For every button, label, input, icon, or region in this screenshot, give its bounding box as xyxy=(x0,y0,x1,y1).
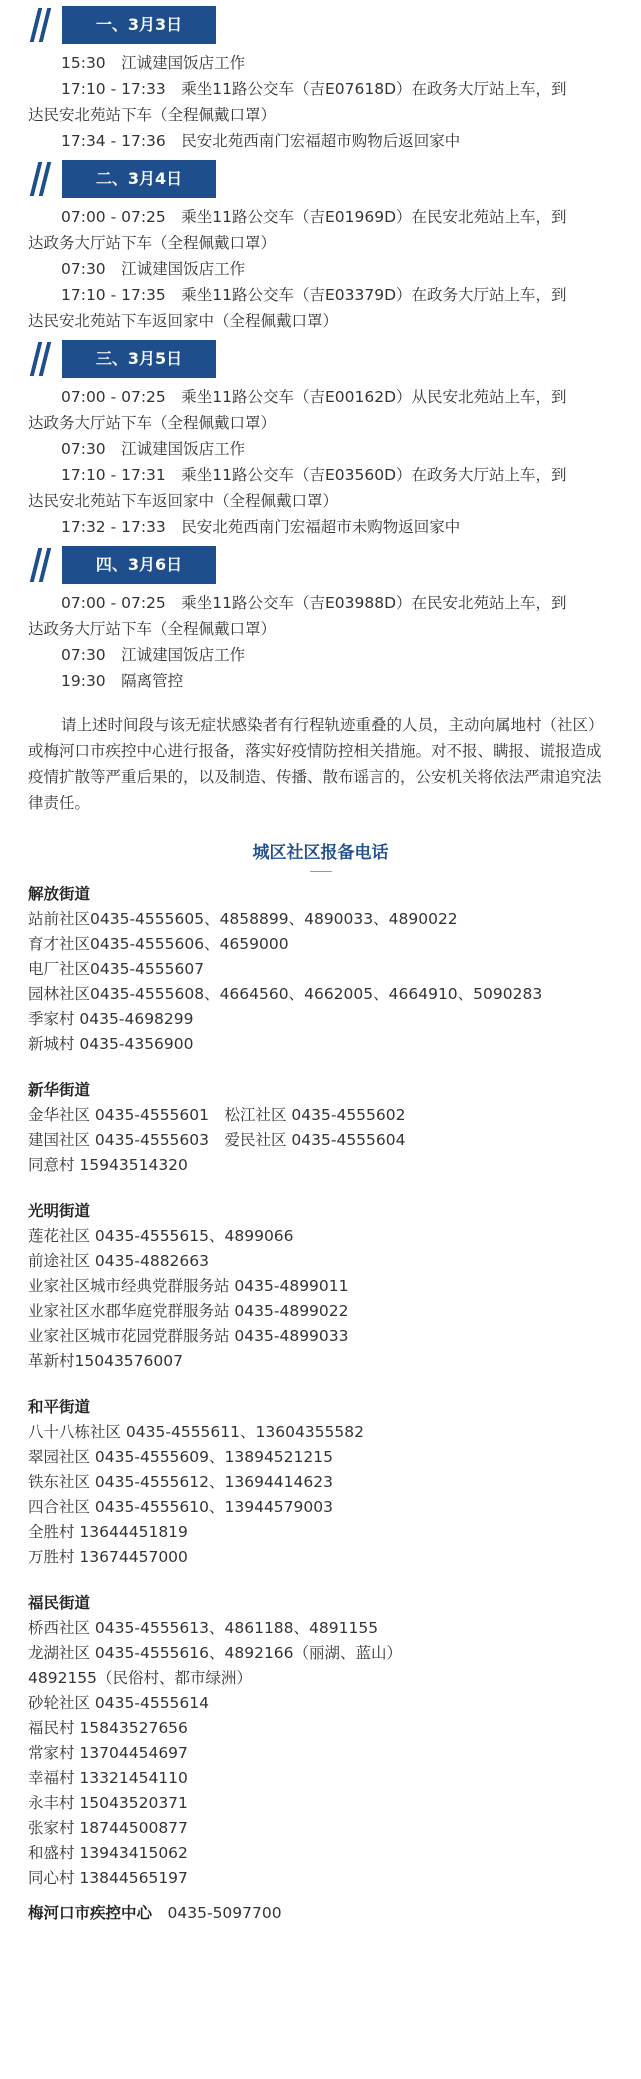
schedule-line: 达政务大厅站下车（全程佩戴口罩） xyxy=(28,414,277,432)
schedule-line: 07:30 江诚建国饭店工作 xyxy=(61,260,246,278)
contact-row: 业家社区城市花园党群服务站 0435-4899033 xyxy=(28,1327,349,1345)
contact-row: 革新村15043576007 xyxy=(28,1352,183,1370)
contact-row: 电厂社区0435-4555607 xyxy=(28,960,205,978)
street-name: 福民街道 xyxy=(28,1594,91,1612)
notice-paragraph: 请上述时间段与该无症状感染者有行程轨迹重叠的人员，主动向属地村（社区）或梅河口市疾控中心进行报备，落实好疫情防控相关措施。对不报、瞒报、谎报造成疫情扩散等严重后果的，以及制造、传播、散布谣言的，公安机关将依法严肃追究法律责任。 xyxy=(28,716,604,812)
day-3-schedule xyxy=(28,384,613,540)
cdc-name: 梅河口市疾控中心 xyxy=(28,1904,153,1922)
contact-row: 张家村 18744500877 xyxy=(28,1819,188,1837)
contact-row: 建国社区 0435-4555603 爱民社区 0435-4555604 xyxy=(28,1131,406,1149)
cdc-phone: 0435-5097700 xyxy=(167,1904,282,1922)
contact-row: 前途社区 0435-4882663 xyxy=(28,1252,209,1270)
contact-row: 业家社区城市经典党群服务站 0435-4899011 xyxy=(28,1277,349,1295)
schedule-line: 达民安北苑站下车返回家中（全程佩戴口罩） xyxy=(28,492,339,510)
schedule-line: 17:32 - 17:33 民安北苑西南门宏福超市未购物返回家中 xyxy=(61,518,461,536)
contact-row: 育才社区0435-4555606、4659000 xyxy=(28,935,289,953)
day-label: 一、3月3日 xyxy=(62,6,216,44)
contact-row: 站前社区0435-4555605、4858899、4890033、4890022 xyxy=(28,910,458,928)
contact-row: 四合社区 0435-4555610、13944579003 xyxy=(28,1498,333,1516)
contact-row: 桥西社区 0435-4555613、4861188、4891155 xyxy=(28,1619,379,1637)
contact-row: 园林社区0435-4555608、4664560、4662005、4664910、5090283 xyxy=(28,985,543,1003)
contact-row: 八十八栋社区 0435-4555611、13604355582 xyxy=(28,1423,364,1441)
schedule-line: 19:30 隔离管控 xyxy=(61,672,184,690)
contact-row: 季家村 0435-4698299 xyxy=(28,1010,194,1028)
day-header-1 xyxy=(28,6,641,44)
contact-row: 龙湖社区 0435-4555616、4892166（丽湖、蓝山） xyxy=(28,1644,403,1662)
schedule-line: 17:34 - 17:36 民安北苑西南门宏福超市购物后返回家中 xyxy=(61,132,461,150)
street-name: 解放街道 xyxy=(28,885,91,903)
schedule-line: 07:00 - 07:25 乘坐11路公交车（吉E01969D）在民安北苑站上车，到 xyxy=(61,208,567,226)
contact-row: 铁东社区 0435-4555612、13694414623 xyxy=(28,1473,333,1491)
contact-row: 同意村 15943514320 xyxy=(28,1156,188,1174)
street-name: 和平街道 xyxy=(28,1398,91,1416)
section-divider xyxy=(310,871,332,872)
contact-row: 莲花社区 0435-4555615、4899066 xyxy=(28,1227,294,1245)
page xyxy=(0,6,641,1926)
contact-row: 4892155（民俗村、都市绿洲） xyxy=(28,1669,253,1687)
contact-row: 同心村 13844565197 xyxy=(28,1869,188,1887)
schedule-line: 17:10 - 17:31 乘坐11路公交车（吉E03560D）在政务大厅站上车，到 xyxy=(61,466,567,484)
schedule-line: 达民安北苑站下车（全程佩戴口罩） xyxy=(28,106,277,124)
contact-row: 翠园社区 0435-4555609、13894521215 xyxy=(28,1448,333,1466)
schedule-line: 17:10 - 17:33 乘坐11路公交车（吉E07618D）在政务大厅站上车，到 xyxy=(61,80,567,98)
contact-row: 和盛村 13943415062 xyxy=(28,1844,188,1862)
schedule-line: 达民安北苑站下车返回家中（全程佩戴口罩） xyxy=(28,312,339,330)
street-block xyxy=(28,1199,613,1374)
contact-row: 全胜村 13644451819 xyxy=(28,1523,188,1541)
day-label: 三、3月5日 xyxy=(62,340,216,378)
schedule-line: 达政务大厅站下车（全程佩戴口罩） xyxy=(28,234,277,252)
slash-icon xyxy=(28,342,56,376)
contact-row: 业家社区水郡华庭党群服务站 0435-4899022 xyxy=(28,1302,349,1320)
contact-row: 常家村 13704454697 xyxy=(28,1744,188,1762)
contact-row: 金华社区 0435-4555601 松江社区 0435-4555602 xyxy=(28,1106,406,1124)
schedule-line: 07:30 江诚建国饭店工作 xyxy=(61,440,246,458)
day-4-schedule xyxy=(28,590,613,694)
day-1-schedule xyxy=(28,50,613,154)
day-label: 二、3月4日 xyxy=(62,160,216,198)
day-header-2 xyxy=(28,160,641,198)
schedule-line: 07:00 - 07:25 乘坐11路公交车（吉E00162D）从民安北苑站上车，到 xyxy=(61,388,567,406)
contact-row: 幸福村 13321454110 xyxy=(28,1769,188,1787)
street-name: 新华街道 xyxy=(28,1081,91,1099)
schedule-line: 07:30 江诚建国饭店工作 xyxy=(61,646,246,664)
contact-row: 万胜村 13674457000 xyxy=(28,1548,188,1566)
day-label: 四、3月6日 xyxy=(62,546,216,584)
section-title: 城区社区报备电话 xyxy=(252,843,389,863)
contact-row: 福民村 15843527656 xyxy=(28,1719,188,1737)
slash-icon xyxy=(28,548,56,582)
contact-row: 新城村 0435-4356900 xyxy=(28,1035,194,1053)
slash-icon xyxy=(28,162,56,196)
day-header-3 xyxy=(28,340,641,378)
street-block xyxy=(28,1395,613,1570)
street-block xyxy=(28,1591,613,1891)
schedule-line: 07:00 - 07:25 乘坐11路公交车（吉E03988D）在民安北苑站上车，到 xyxy=(61,594,567,612)
contact-row: 砂轮社区 0435-4555614 xyxy=(28,1694,209,1712)
schedule-line: 15:30 江诚建国饭店工作 xyxy=(61,54,246,72)
schedule-line: 达政务大厅站下车（全程佩戴口罩） xyxy=(28,620,277,638)
street-block xyxy=(28,882,613,1057)
schedule-line: 17:10 - 17:35 乘坐11路公交车（吉E03379D）在政务大厅站上车，到 xyxy=(61,286,567,304)
day-2-schedule xyxy=(28,204,613,334)
slash-icon xyxy=(28,8,56,42)
contact-row: 永丰村 15043520371 xyxy=(28,1794,188,1812)
street-name: 光明街道 xyxy=(28,1202,91,1220)
day-header-4 xyxy=(28,546,641,584)
cdc-contact xyxy=(28,1901,613,1926)
street-block xyxy=(28,1078,613,1178)
